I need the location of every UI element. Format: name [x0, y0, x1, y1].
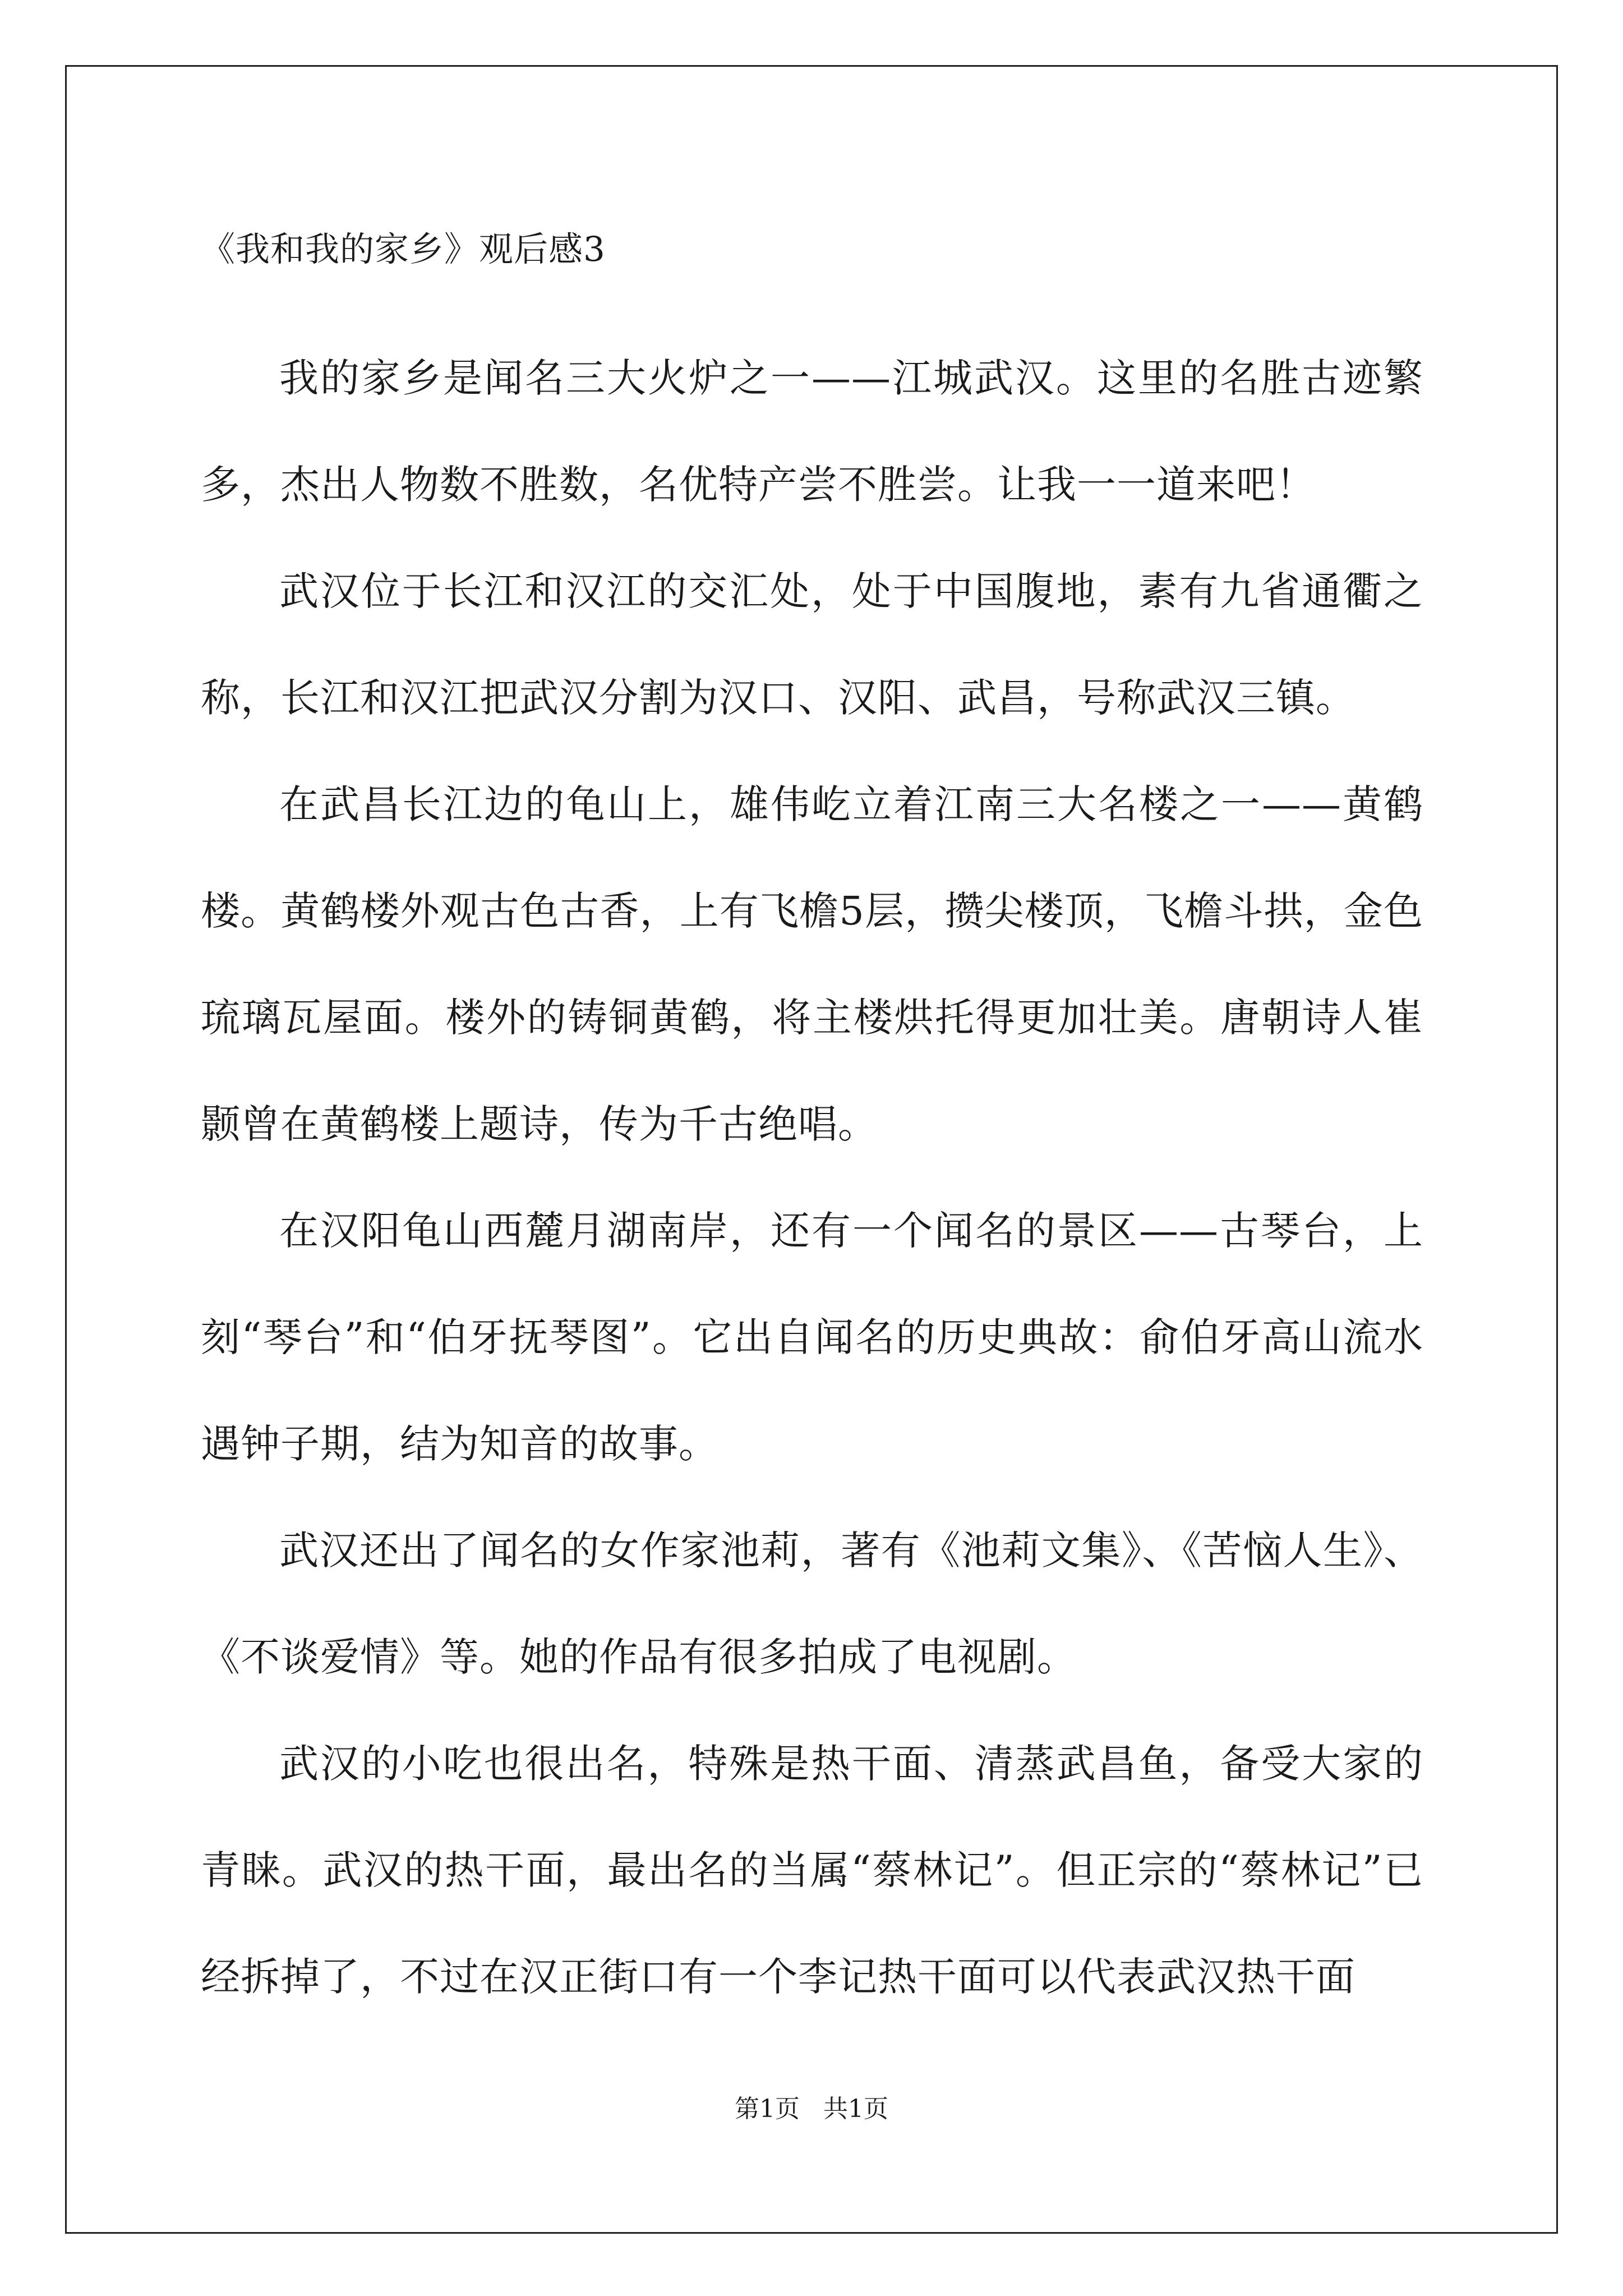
- document-body: [201, 222, 1423, 2030]
- paragraph-6: 武汉的小吃也很出名，特殊是热干面、清蒸武昌鱼，备受大家的青睐。武汉的热干面，最出名的当属“蔡林记”。但正宗的“蔡林记”已经拆掉了，不过在汉正街口有一个李记热干面可以代表武汉热干面: [201, 1741, 1423, 2000]
- paragraph-3: 在武昌长江边的龟山上，雄伟屹立着江南三大名楼之一——黄鹤楼。黄鹤楼外观古色古香，上有飞檐5层，攒尖楼顶，飞檐斗拱，金色琉璃瓦屋面。楼外的铸铜黄鹤，将主楼烘托得更加壮美。唐朝诗人崔颢曾在黄鹤楼上题诗，传为千古绝唱。: [201, 781, 1423, 1147]
- paragraph-4: 在汉阳龟山西麓月湖南岸，还有一个闻名的景区——古琴台，上刻“琴台”和“伯牙抚琴图”。它出自闻名的历史典故：俞伯牙高山流水遇钟子期，结为知音的故事。: [201, 1208, 1423, 1467]
- page-number-footer: 第1页 共1页: [735, 2095, 888, 2123]
- paragraph-5: 武汉还出了闻名的女作家池莉，著有《池莉文集》、《苦恼人生》、《不谈爱情》等。她的作品有很多拍成了电视剧。: [201, 1527, 1423, 1680]
- paragraph-1: 我的家乡是闻名三大火炉之一——江城武汉。这里的名胜古迹繁多，杰出人物数不胜数，名优特产尝不胜尝。让我一一道来吧！: [201, 355, 1423, 508]
- document-title: 《我和我的家乡》观后感3: [201, 229, 606, 269]
- paragraph-2: 武汉位于长江和汉江的交汇处，处于中国腹地，素有九省通衢之称，长江和汉江把武汉分割为汉口、汉阳、武昌，号称武汉三镇。: [201, 568, 1423, 721]
